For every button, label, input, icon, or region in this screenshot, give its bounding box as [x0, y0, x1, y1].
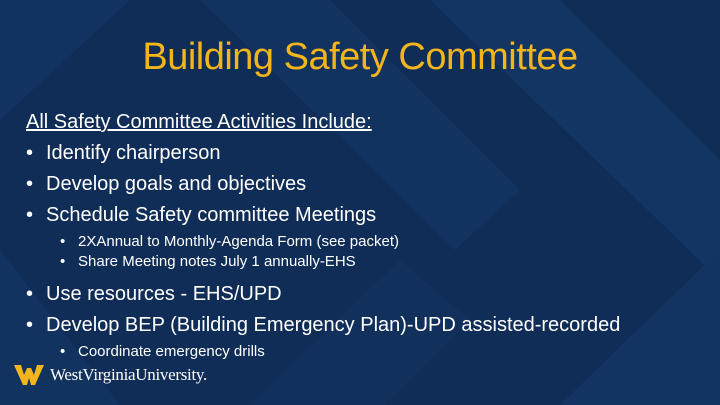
bullet-text: Use resources - EHS/UPD [46, 283, 282, 305]
bullet-icon: • [26, 314, 34, 336]
slide-content [26, 108, 706, 362]
sub-bullet-icon: • [60, 343, 66, 360]
bullet-icon: • [26, 142, 34, 164]
sub-bullet-text: 2XAnnual to Monthly-Agenda Form (see packet) [78, 233, 399, 250]
sub-bullet-text: Coordinate emergency drills [78, 343, 265, 360]
sub-bullet-item [60, 232, 706, 252]
bullet-item [26, 201, 706, 229]
wvu-logo [14, 363, 207, 387]
bullet-text: Identify chairperson [46, 142, 221, 164]
bullet-icon: • [26, 204, 34, 226]
sub-bullet-icon: • [60, 233, 66, 250]
bullet-text: Develop goals and objectives [46, 173, 307, 195]
bullet-text: Schedule Safety committee Meetings [46, 204, 377, 226]
content-heading: All Safety Committee Activities Include: [26, 111, 372, 133]
wvu-wordmark: WestVirginiaUniversity. [50, 365, 207, 384]
slide-title: Building Safety Committee [142, 36, 578, 78]
bullet-text: Develop BEP (Building Emergency Plan)-UPD assisted-recorded [46, 314, 621, 336]
bullet-item [26, 280, 706, 308]
sub-bullet-item [60, 252, 706, 272]
bullet-item [26, 311, 706, 339]
bullet-item [26, 139, 706, 167]
bullet-icon: • [26, 173, 34, 195]
sub-bullet-item [60, 342, 706, 362]
bullet-item [26, 170, 706, 198]
sub-bullet-icon: • [60, 253, 66, 270]
flying-wv-icon [14, 363, 46, 387]
sub-bullet-text: Share Meeting notes July 1 annually-EHS [78, 253, 356, 270]
bullet-icon: • [26, 283, 34, 305]
